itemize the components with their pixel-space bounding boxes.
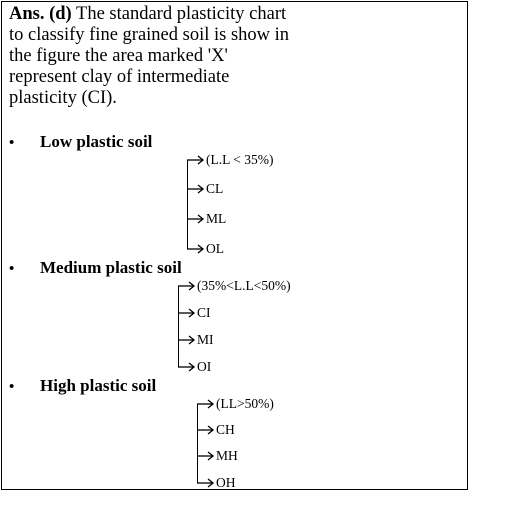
tree-item: (LL>50%) (216, 396, 274, 411)
bullet-icon: • (9, 261, 15, 277)
tree-item: CH (216, 422, 235, 437)
tree-branch (178, 305, 211, 321)
arrow-right-icon (178, 278, 196, 294)
arrow-right-icon (187, 211, 205, 227)
tree-trunk (178, 286, 179, 367)
tree-branch (187, 152, 273, 168)
tree-branch (187, 181, 223, 197)
tree-branch (197, 448, 238, 464)
arrow-right-icon (187, 152, 205, 168)
arrow-right-icon (178, 359, 196, 375)
tree-branch (187, 241, 224, 257)
arrow-right-icon (197, 422, 215, 438)
bullet-icon: • (9, 379, 15, 395)
tree-item: OI (197, 359, 212, 374)
arrow-right-icon (178, 305, 196, 321)
arrow-right-icon (197, 475, 215, 491)
tree-item: OH (216, 475, 236, 490)
section-high-plastic (9, 376, 156, 396)
tree-branch (197, 422, 235, 438)
tree-item: (35%<L.L<50%) (197, 278, 291, 293)
tree-branch (197, 475, 236, 491)
tree-item: MH (216, 448, 238, 463)
tree-branch (178, 278, 291, 294)
tree-branch (178, 332, 214, 348)
bullet-icon: • (9, 135, 15, 151)
arrow-right-icon (187, 241, 205, 257)
answer-text: The standard plasticity chart to classify fine grained soil is show in the figure the area marked 'X' represent clay of intermediate plasticity (CI). (9, 4, 290, 108)
tree-item: MI (197, 332, 214, 347)
section-title: Low plastic soil (40, 132, 153, 151)
tree-item: (L.L < 35%) (206, 152, 274, 167)
section-low-plastic (9, 132, 152, 152)
tree-trunk (187, 160, 188, 249)
section-title: High plastic soil (40, 376, 157, 395)
tree-branch (187, 211, 226, 227)
answer-label: Ans. (d) (9, 4, 72, 24)
arrow-right-icon (197, 448, 215, 464)
answer-paragraph (9, 4, 299, 109)
arrow-right-icon (197, 396, 215, 412)
section-medium-plastic (9, 258, 182, 278)
tree-item: CL (206, 181, 224, 196)
tree-item: ML (206, 211, 227, 226)
arrow-right-icon (178, 332, 196, 348)
tree-item: CI (197, 305, 211, 320)
arrow-right-icon (187, 181, 205, 197)
section-title: Medium plastic soil (40, 258, 182, 277)
tree-trunk (197, 404, 198, 483)
tree-branch (197, 396, 274, 412)
tree-item: OL (206, 241, 224, 256)
tree-branch (178, 359, 211, 375)
